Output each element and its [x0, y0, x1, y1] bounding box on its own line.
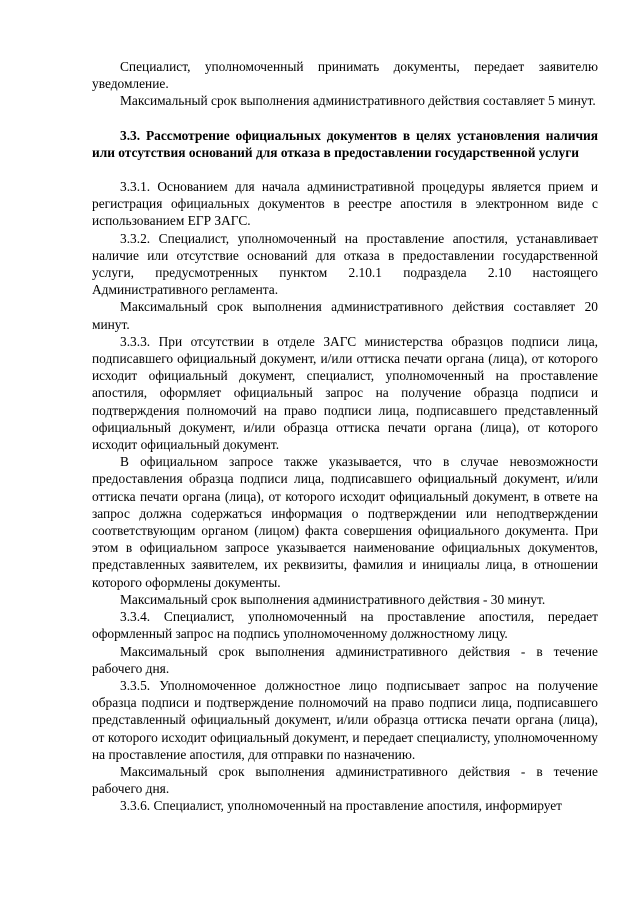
- paragraph-3-3-5: 3.3.5. Уполномоченное должностное лицо подписывает запрос на получение образца подписи и подтверждение полномочий на право подписи лица, подписавшего представленный официальный документ, и/или образца оттиска печати органа (лица), от которого исходит официальный документ, и передает специалисту, уполномоченному на проставление апостиля, для отправки по назначению.: [92, 677, 598, 762]
- paragraph-official-request: В официальном запросе также указывается, что в случае невозможности предоставления образца подписи лица, подписавшего официальный документ, и/или оттиска печати органа (лица), от которого исходит официальный документ, в ответе на запрос должна содержаться информация о подтверждении или неподтверждении соответствующим органом (лицом) факта совершения официального документа. При этом в официальном запросе указывается наименование официальных документов, представленных заявителем, их реквизиты, фамилия и инициалы лица, в отношении которого оформлены документы.: [92, 454, 598, 590]
- paragraph-3-3-4: 3.3.4. Специалист, уполномоченный на проставление апостиля, передает оформленный запрос на подпись уполномоченному должностному лицу.: [92, 609, 598, 642]
- paragraph-time-limit-workday-1: Максимальный срок выполнения административного действия - в течение рабочего дня.: [92, 643, 598, 676]
- paragraph-3-3-6: 3.3.6. Специалист, уполномоченный на проставление апостиля, информирует: [120, 798, 563, 814]
- paragraph-3-3-2: 3.3.2. Специалист, уполномоченный на проставление апостиля, устанавливает наличие или отсутствие оснований для отказа в предоставлении государственной услуги, предусмотренных пунктом 2.10.1 подраздела 2.10 настоящего Административного регламента.: [92, 230, 598, 298]
- paragraph-time-limit-20: Максимальный срок выполнения административного действия составляет 20 минут.: [92, 299, 598, 332]
- paragraph-time-limit-30: Максимальный срок выполнения административного действия - 30 минут.: [120, 591, 546, 607]
- section-heading-3-3: 3.3. Рассмотрение официальных документов в целях установления наличия или отсутствия оснований для отказа в предоставлении государственной услуги: [92, 127, 598, 160]
- paragraph-3-3-1: 3.3.1. Основанием для начала административной процедуры является прием и регистрация официальных документов в реестре апостиля в электронном виде с использованием ЕГР ЗАГС.: [92, 179, 598, 229]
- paragraph-time-limit-5: Максимальный срок выполнения административного действия составляет 5 минут.: [120, 93, 596, 109]
- paragraph-specialist-notice: Специалист, уполномоченный принимать документы, передает заявителю уведомление.: [92, 59, 598, 92]
- paragraph-time-limit-workday-2: Максимальный срок выполнения административного действия - в течение рабочего дня.: [92, 763, 598, 797]
- paragraph-3-3-3: 3.3.3. При отсутствии в отделе ЗАГС министерства образцов подписи лица, подписавшего официальный документ, и/или оттиска печати органа (лица), от которого исходит официальный документ, специалист, уполномоченный на проставление апостиля, оформляет официальный запрос на получение образца подписи и подтверждения полномочий на право подписи лица, подписавшего представленный официальный документ, и/или образца оттиска печати органа (лица), от которого исходит официальный документ.: [92, 333, 598, 453]
